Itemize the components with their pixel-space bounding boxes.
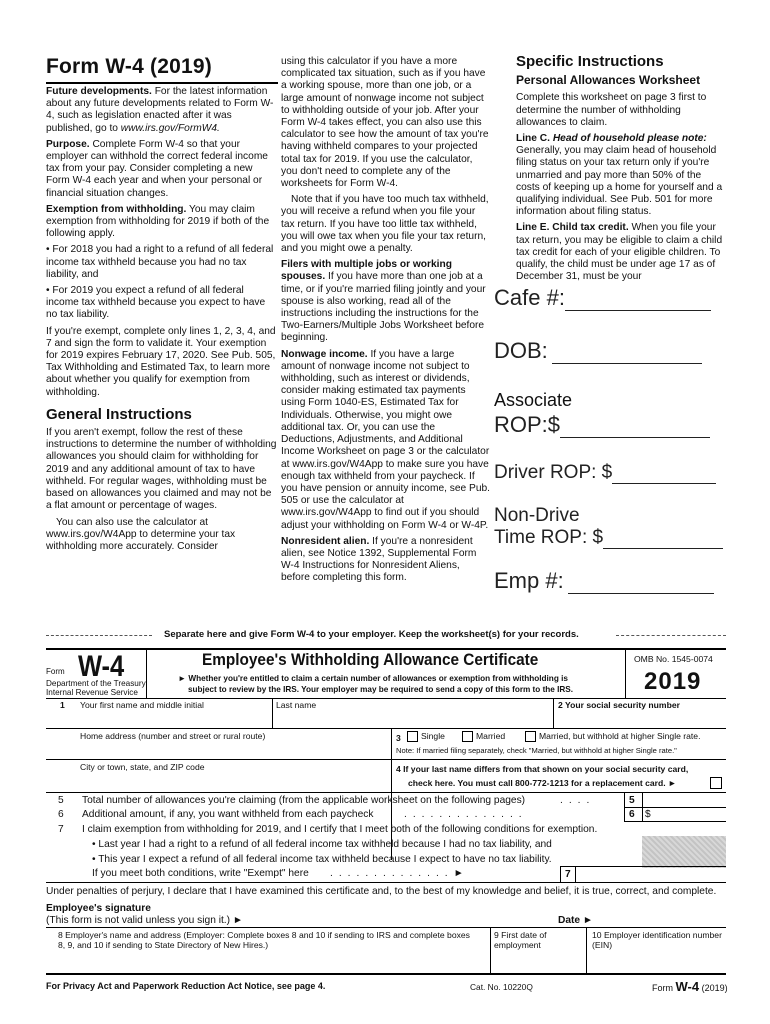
- form-word: Form: [46, 667, 65, 676]
- first-date-input[interactable]: [494, 952, 582, 970]
- line7-text: I claim exemption from withholding for 2019, and I certify that I meet both of the following conditions for exemption.: [82, 824, 598, 835]
- line7-top-rule: [560, 866, 726, 867]
- form-bottom-rule: [46, 973, 726, 975]
- name-differs-checkbox[interactable]: [710, 777, 722, 789]
- row2-rule: [46, 759, 726, 760]
- line5-number: 5: [58, 795, 64, 806]
- row1-rule: [46, 728, 726, 729]
- line-c-text: Line C. Head of household please note: Generally, you may claim head of household filing status on your tax return only if you're unmarried and pay more than 50% of the costs of keeping up a home for yourself and a qualifying individual. See Pub. 501 for more information about filing status.: [516, 133, 723, 218]
- last-name-input[interactable]: [276, 710, 550, 726]
- calculator-text: You can also use the calculator at www.irs.gov/W4App to determine your tax withholding more accurately. Consider: [46, 516, 236, 552]
- shaded-area: [642, 836, 726, 868]
- nondrive-rop-field[interactable]: Time ROP: $: [494, 527, 723, 549]
- perjury-statement: Under penalties of perjury, I declare that I have examined this certificate and, to the best of my knowledge and belief, it is true, correct, and complete.: [46, 886, 717, 897]
- separator-dash-left: [46, 635, 152, 636]
- line6-dollar: $: [645, 809, 651, 820]
- certificate-subtitle-1: ► Whether you're entitled to claim a certain number of allowances or exemption from withholding is: [178, 674, 568, 683]
- employer-name-label: 8 Employer's name and address (Employer: Complete boxes 8 and 10 if sending to IRS and complete boxes 8, 9, and 10 if sending to State Directory of New Hires.): [58, 930, 470, 950]
- dob-field[interactable]: DOB:: [494, 338, 702, 364]
- worksheet-text: Complete this worksheet on page 3 first to determine the number of withholding allowances to claim.: [516, 92, 707, 128]
- header-divider-left: [146, 650, 147, 698]
- form-year: 2019: [644, 668, 702, 695]
- additional-amount-input[interactable]: [654, 808, 724, 820]
- ssn-label: 2 Your social security number: [558, 700, 680, 710]
- single-checkbox[interactable]: [407, 731, 418, 742]
- exemption-bullet-2: • For 2019 you expect a refund of all federal income tax withheld because you expect to have no tax liability.: [46, 285, 266, 321]
- calc-text: using this calculator if you have a more complicated tax situation, such as if you have a working spouse, more than one job, or a large amount of nonwage income not subject to withholding outside of your job. After your Form W-4 takes effect, you can also use this calculator to see how the amount of tax you're having withheld compares to your projected total tax for 2019. If you use the calculator, you don't need to complete any of the worksheets for Form W-4.: [281, 56, 489, 190]
- married-higher-checkbox[interactable]: [525, 731, 536, 742]
- certificate-title: Employee's Withholding Allowance Certificate: [202, 651, 539, 669]
- purpose: Purpose. Complete Form W-4 so that your employer can withhold the correct federal income tax from your pay. Consider completing a new Form W-4 each year and when your personal or financial situation changes.: [46, 138, 268, 199]
- last-name-label: Last name: [276, 700, 317, 710]
- allowances-input[interactable]: [644, 794, 724, 806]
- multiple-jobs: Filers with multiple jobs or working spouses. If you have more than one job at a time, or if you're married filing jointly and your spouse is also working, read all of the instructions including the instructions for the Two-Earners/Multiple Jobs Worksheet before beginning.: [281, 259, 486, 344]
- footer-privacy: For Privacy Act and Paperwork Reduction Act Notice, see page 4.: [46, 981, 326, 991]
- filing-note: Note: If married filing separately, check "Married, but withhold at higher Single rate.": [396, 746, 677, 755]
- line6-box-number: 6: [629, 809, 635, 820]
- line4-text-1: 4 If your last name differs from that shown on your social security card,: [396, 764, 689, 774]
- form-top-rule: [46, 648, 726, 650]
- employer-name-input[interactable]: [58, 952, 486, 970]
- line5-text: Total number of allowances you're claiming (from the applicable worksheet on the following pages): [82, 795, 526, 806]
- line10-divider: [586, 927, 587, 973]
- footer-cat: Cat. No. 10220Q: [470, 982, 533, 992]
- exemption-bullet-1: • For 2018 you had a right to a refund of all federal income tax withheld because you had no tax liability, and: [46, 244, 274, 280]
- line7-bullet-2: • This year I expect a refund of all federal income tax withheld because I expect to have no tax liability.: [92, 854, 552, 865]
- first-name-label: Your first name and middle initial: [80, 700, 204, 710]
- nondrive-label: Non-Drive: [494, 505, 580, 526]
- exemption: Exemption from withholding. You may claim exemption from withholding for 2019 if both of the following apply.: [46, 203, 270, 240]
- line1-number: 1: [60, 700, 65, 710]
- instructions-column-2: [281, 56, 491, 589]
- line7-bullet-3: If you meet both conditions, write "Exempt" here: [92, 868, 309, 879]
- exempt-input[interactable]: [578, 867, 638, 880]
- driver-rop-field[interactable]: Driver ROP: $: [494, 462, 716, 484]
- line5-dots: ....: [560, 795, 596, 806]
- line7-box-number: 7: [565, 869, 571, 880]
- separate-text: Separate here and give Form W-4 to your employer. Keep the worksheet(s) for your records.: [164, 629, 579, 640]
- omb-number: OMB No. 1545-0074: [634, 654, 713, 664]
- header-bottom-rule: [46, 698, 726, 699]
- note-text: Note that if you have too much tax withheld, you will receive a refund when you file your tax return. If you have too little tax withheld, you will owe tax when you file your tax return, and you might owe a penalty.: [281, 194, 489, 255]
- future-developments: Future developments. For the latest information about any future developments related to Form W-4, such as legislation enacted after it was published, go to www.irs.gov/FormW4.: [46, 86, 274, 134]
- associate-label: Associate: [494, 390, 573, 410]
- form-name: W-4: [78, 650, 125, 683]
- filing-married[interactable]: Married: [462, 731, 505, 742]
- ssn-input[interactable]: [558, 710, 724, 726]
- line7-dots: ..............►: [330, 868, 470, 879]
- city-label: City or town, state, and ZIP code: [80, 762, 205, 772]
- signature-note: (This form is not valid unless you sign it.) ►: [46, 915, 243, 926]
- line6-rule: [624, 821, 726, 822]
- line5-box-number: 5: [629, 795, 635, 806]
- line6-text: Additional amount, if any, you want withheld from each paycheck: [82, 809, 374, 820]
- general-instructions-heading: General Instructions: [46, 405, 192, 423]
- line6-dots: ..............: [404, 809, 528, 820]
- nonwage-income: Nonwage income. If you have a large amount of nonwage income not subject to withholding, such as interest or dividends, consider making estimated tax payments using Form 1040-ES, Estimated Tax for Individuals. Otherwise, you might owe additional tax. Or, you can use the Deductions, Adjustments, and Additional Income Worksheet on page 3 or the calculator at www.irs.gov/W4App to make sure you have enough tax withheld from your paycheck. If you have pension or annuity income, see Pub. 505 or use the calculator at www.irs.gov/W4App to find out if you should adjust your withholding on Form W-4 or W-4P.: [281, 348, 490, 531]
- nonresident-alien: Nonresident alien. If you're a nonresident alien, see Notice 1392, Supplemental Form W-4 Instructions for Nonresident Aliens, before completing this form.: [281, 535, 477, 584]
- cafe-field[interactable]: Cafe #:: [494, 285, 711, 311]
- filing-single[interactable]: Single: [407, 731, 445, 742]
- title-rule: [46, 82, 278, 84]
- instructions-column-3: [516, 53, 726, 287]
- signature-rule: [46, 927, 726, 928]
- overlay-panel: [490, 282, 726, 604]
- line7-number: 7: [58, 824, 64, 835]
- irs-label: Internal Revenue Service: [46, 688, 138, 697]
- ein-label: 10 Employer identification number (EIN): [592, 930, 722, 950]
- worksheet-heading: Personal Allowances Worksheet: [516, 73, 701, 88]
- date-input[interactable]: [600, 912, 724, 926]
- rop-field[interactable]: ROP:$: [494, 412, 710, 438]
- emp-field[interactable]: Emp #:: [494, 568, 714, 594]
- line9-divider: [490, 927, 491, 973]
- instructions-column-1: [46, 86, 278, 557]
- date-label: Date ►: [558, 915, 593, 926]
- line7-box-right: [575, 866, 576, 882]
- row7-rule: [46, 882, 726, 883]
- line3-number: 3: [396, 733, 401, 743]
- ein-input[interactable]: [592, 952, 722, 970]
- header-divider-right: [625, 650, 626, 698]
- form-title: Form W-4 (2019): [46, 55, 212, 78]
- first-name-input[interactable]: [74, 710, 270, 726]
- ssn-divider: [553, 698, 554, 728]
- line6-number: 6: [58, 809, 64, 820]
- name-divider: [272, 698, 273, 728]
- dept-treasury: Department of the Treasury: [46, 679, 146, 688]
- line-e-text: Line E. Child tax credit. When you file your tax return, you may be eligible to claim a child tax credit for each of your eligible children. To qualify, the child must be under age 17 as of December 31, must be your: [516, 222, 723, 283]
- married-checkbox[interactable]: [462, 731, 473, 742]
- line7-box-left: [560, 866, 561, 882]
- line7-bullet-1: • Last year I had a right to a refund of all federal income tax withheld because I had no tax liability, and: [92, 839, 552, 850]
- signature-label: Employee's signature: [46, 903, 151, 914]
- signature-input[interactable]: [270, 910, 550, 926]
- first-date-label: 9 First date of employment: [494, 930, 547, 950]
- filing-married-higher[interactable]: Married, but withhold at higher Single rate.: [525, 731, 700, 742]
- separator-dash-right: [616, 635, 726, 636]
- specific-instructions-heading: Specific Instructions: [516, 53, 664, 70]
- city-input[interactable]: [74, 774, 388, 790]
- general-text: If you aren't exempt, follow the rest of these instructions to determine the number of withholding allowances you should claim for withholding for 2019 and any additional amount of tax to have withheld. For regular wages, withholding must be based on allowances you claimed and may not be a flat amount or percentage of wages.: [46, 427, 277, 512]
- exempt-text: If you're exempt, complete only lines 1, 2, 3, 4, and 7 and sign the form to validate it. Your exemption for 2019 expires February 17, 2020. See Pub. 505, Tax Withholding and Estimated Tax, to learn more about whether you qualify for exemption from withholding.: [46, 325, 276, 398]
- home-address-input[interactable]: [74, 742, 388, 758]
- home-address-label: Home address (number and street or rural route): [80, 731, 266, 741]
- line4-text-2: check here. You must call 800-772-1213 for a replacement card. ►: [408, 778, 677, 788]
- footer-form: Form W-4 (2019): [652, 979, 728, 994]
- certificate-subtitle-2: subject to review by the IRS. Your employer may be required to send a copy of this form to the IRS.: [188, 685, 574, 694]
